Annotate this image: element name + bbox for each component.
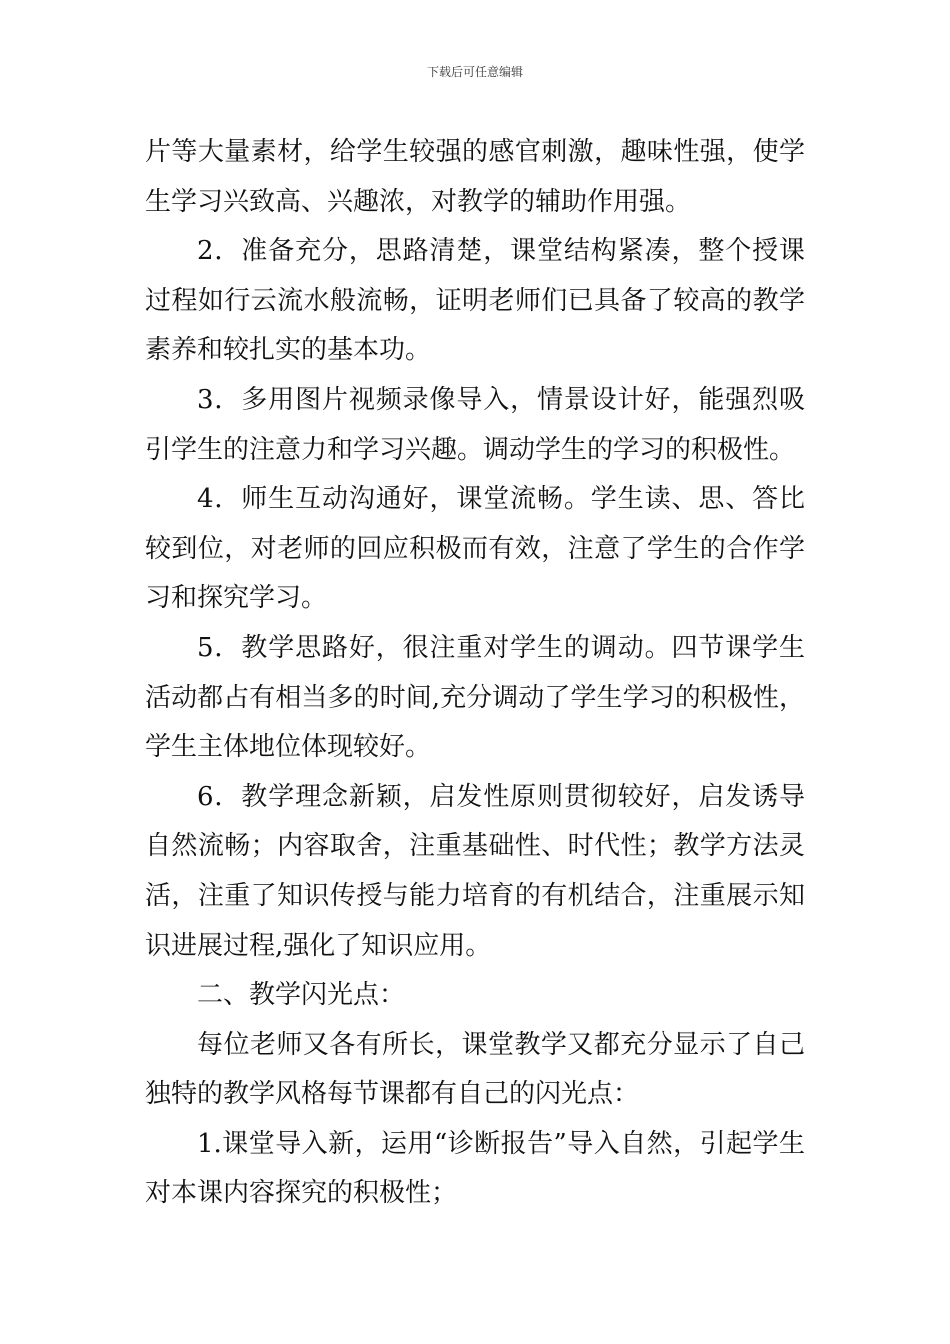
paragraph-5: 5．教学思路好，很注重对学生的调动。四节课学生活动都占有相当多的时间,充分调动了学生学习的积极性，学生主体地位体现较好。 — [145, 632, 805, 763]
paragraph-1: 片等大量素材，给学生较强的感官刺激，趣味性强，使学生学习兴致高、兴趣浓，对教学的辅助作用强。 — [145, 137, 805, 217]
paragraph-7: 每位老师又各有所长，课堂教学又都充分显示了自己独特的教学风格每节课都有自己的闪光点： — [145, 1029, 805, 1110]
paragraph-6: 6．教学理念新颖，启发性原则贯彻较好，启发诱导自然流畅；内容取舍，注重基础性、时代性；教学方法灵活，注重了知识传授与能力培育的有机结合，注重展示知识进展过程,强化了知识应用。 — [145, 781, 805, 961]
paragraph-3: 3．多用图片视频录像导入，情景设计好，能强烈吸引学生的注意力和学习兴趣。调动学生的学习的积极性。 — [145, 384, 805, 465]
paragraph-8: 1.课堂导入新，运用“诊断报告”导入自然，引起学生对本课内容探究的积极性； — [145, 1128, 805, 1209]
paragraph-2: 2．准备充分，思路清楚，课堂结构紧凑，整个授课过程如行云流水般流畅，证明老师们已具备了较高的教学素养和较扎实的基本功。 — [145, 236, 805, 366]
paragraph-4: 4．师生互动沟通好，课堂流畅。学生读、思、答比较到位，对老师的回应积极而有效，注意了学生的合作学习和探究学习。 — [145, 484, 805, 614]
page-header-note: 下载后可任意编辑 — [426, 65, 523, 79]
section-heading: 二、教学闪光点： — [197, 980, 406, 1011]
document-body — [145, 128, 805, 1219]
